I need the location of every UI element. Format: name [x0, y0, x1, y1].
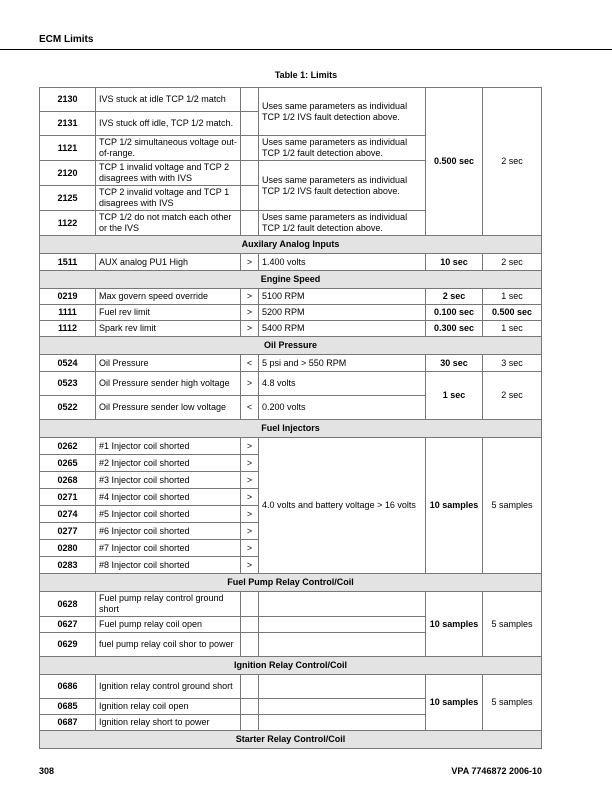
persistence-value: 3 sec: [483, 355, 542, 372]
fault-description: Oil Pressure sender high voltage: [96, 372, 241, 396]
time-value: 0.300 sec: [426, 321, 483, 337]
threshold-value: 4.8 volts: [259, 372, 426, 396]
fault-code: 1511: [40, 254, 96, 271]
fault-code: 1122: [40, 211, 96, 236]
operator: >: [241, 321, 259, 337]
fault-description: #1 Injector coil shorted: [96, 438, 241, 455]
threshold-value: 5400 RPM: [259, 321, 426, 337]
fault-description: IVS stuck off idle, TCP 1/2 match.: [96, 112, 241, 136]
threshold-value: 1.400 volts: [259, 254, 426, 271]
operator: [241, 161, 259, 186]
threshold-value: [259, 715, 426, 731]
persistence-value: 0.500 sec: [483, 305, 542, 321]
operator: >: [241, 540, 259, 557]
fault-description: Ignition relay coil open: [96, 699, 241, 715]
table-row: [40, 88, 542, 112]
fault-code: 0280: [40, 540, 96, 557]
persistence-value: 5 samples: [483, 592, 542, 657]
fault-description: IVS stuck at idle TCP 1/2 match: [96, 88, 241, 112]
operator: >: [241, 289, 259, 305]
operator: [241, 715, 259, 731]
fault-description: TCP 1 invalid voltage and TCP 2 disagrees with with IVS: [96, 161, 241, 186]
fault-description: Oil Pressure sender low voltage: [96, 396, 241, 420]
time-value: 30 sec: [426, 355, 483, 372]
operator: [241, 112, 259, 136]
time-value: 10 samples: [426, 675, 483, 731]
fault-code: 2131: [40, 112, 96, 136]
section-header-ignition-relay: [40, 657, 542, 675]
fault-code: 0523: [40, 372, 96, 396]
operator: [241, 211, 259, 236]
fault-code: 0687: [40, 715, 96, 731]
threshold-value: [259, 699, 426, 715]
operator: >: [241, 472, 259, 489]
section-title: Fuel Injectors: [40, 420, 542, 438]
header-rule: [0, 49, 612, 50]
operator: [241, 617, 259, 633]
table-row: [40, 321, 542, 337]
section-header-engine-speed: [40, 271, 542, 289]
fault-code: 1112: [40, 321, 96, 337]
operator: >: [241, 305, 259, 321]
persistence-value: 1 sec: [483, 289, 542, 305]
operator: >: [241, 438, 259, 455]
threshold-value: Uses same parameters as individual TCP 1/2 fault detection above.: [259, 136, 426, 161]
operator: >: [241, 372, 259, 396]
section-header-starter-relay: [40, 731, 542, 749]
fault-code: 0277: [40, 523, 96, 540]
operator: >: [241, 489, 259, 506]
table-row: [40, 675, 542, 699]
fault-code: 0686: [40, 675, 96, 699]
threshold-value: 5200 RPM: [259, 305, 426, 321]
fault-description: Ignition relay control ground short: [96, 675, 241, 699]
fault-description: Max govern speed override: [96, 289, 241, 305]
operator: [241, 88, 259, 112]
operator: [241, 592, 259, 617]
section-header-aux: [40, 236, 542, 254]
threshold-value: 5100 RPM: [259, 289, 426, 305]
table-caption: Table 1: Limits: [274, 70, 338, 80]
persistence-value: 5 samples: [483, 675, 542, 731]
threshold-value: Uses same parameters as individual TCP 1/2 IVS fault detection above.: [259, 88, 426, 136]
fault-code: 2125: [40, 186, 96, 211]
time-value: 2 sec: [426, 289, 483, 305]
operator: <: [241, 355, 259, 372]
persistence-value: 2 sec: [483, 88, 542, 236]
operator: [241, 675, 259, 699]
operator: [241, 633, 259, 657]
fault-description: Ignition relay short to power: [96, 715, 241, 731]
time-value: 1 sec: [426, 372, 483, 420]
section-title: Engine Speed: [40, 271, 542, 289]
table-row: [40, 355, 542, 372]
limits-table: [39, 87, 542, 749]
fault-description: Oil Pressure: [96, 355, 241, 372]
operator: >: [241, 455, 259, 472]
operator: >: [241, 523, 259, 540]
section-header-fuel-pump-relay: [40, 574, 542, 592]
fault-code: 0268: [40, 472, 96, 489]
table-row: [40, 254, 542, 271]
fault-description: #3 Injector coil shorted: [96, 472, 241, 489]
fault-code: 0685: [40, 699, 96, 715]
fault-description: #6 Injector coil shorted: [96, 523, 241, 540]
document-id: VPA 7746872 2006-10: [451, 766, 542, 776]
time-value: 10 samples: [426, 438, 483, 574]
section-title: Auxilary Analog Inputs: [40, 236, 542, 254]
time-value: 0.100 sec: [426, 305, 483, 321]
fault-code: 0627: [40, 617, 96, 633]
fault-code: 0219: [40, 289, 96, 305]
operator: <: [241, 396, 259, 420]
page-number: 308: [39, 766, 55, 776]
time-value: 10 samples: [426, 592, 483, 657]
operator: >: [241, 506, 259, 523]
fault-code: 0262: [40, 438, 96, 455]
threshold-value: Uses same parameters as individual TCP 1/2 fault detection above.: [259, 211, 426, 236]
fault-code: 2120: [40, 161, 96, 186]
threshold-value: Uses same parameters as individual TCP 1/2 IVS fault detection above.: [259, 161, 426, 211]
persistence-value: 2 sec: [483, 254, 542, 271]
fault-description: TCP 1/2 simultaneous voltage out-of-range.: [96, 136, 241, 161]
section-title: Fuel Pump Relay Control/Coil: [40, 574, 542, 592]
fault-description: #2 Injector coil shorted: [96, 455, 241, 472]
section-header-fuel-injectors: [40, 420, 542, 438]
fault-description: TCP 2 invalid voltage and TCP 1 disagrees with IVS: [96, 186, 241, 211]
fault-description: Spark rev limit: [96, 321, 241, 337]
time-value: 10 sec: [426, 254, 483, 271]
threshold-value: 5 psi and > 550 RPM: [259, 355, 426, 372]
fault-description: TCP 1/2 do not match each other or the IVS: [96, 211, 241, 236]
fault-description: fuel pump relay coil shor to power: [96, 633, 241, 657]
fault-description: Fuel rev limit: [96, 305, 241, 321]
operator: >: [241, 557, 259, 574]
threshold-value: [259, 617, 426, 633]
fault-code: 0628: [40, 592, 96, 617]
fault-code: 0522: [40, 396, 96, 420]
fault-description: #5 Injector coil shorted: [96, 506, 241, 523]
fault-description: AUX analog PU1 High: [96, 254, 241, 271]
threshold-value: 0.200 volts: [259, 396, 426, 420]
fault-code: 0283: [40, 557, 96, 574]
section-title: Ignition Relay Control/Coil: [40, 657, 542, 675]
threshold-value: [259, 633, 426, 657]
fault-description: #8 Injector coil shorted: [96, 557, 241, 574]
fault-code: 0271: [40, 489, 96, 506]
table-row: [40, 438, 542, 455]
fault-code: 0265: [40, 455, 96, 472]
fault-code: 0524: [40, 355, 96, 372]
fault-code: 0274: [40, 506, 96, 523]
operator: >: [241, 254, 259, 271]
table-row: [40, 592, 542, 617]
table-row: [40, 372, 542, 396]
threshold-value: [259, 592, 426, 617]
section-title: Oil Pressure: [40, 337, 542, 355]
persistence-value: 2 sec: [483, 372, 542, 420]
fault-code: 1121: [40, 136, 96, 161]
page-header: ECM Limits: [39, 34, 94, 45]
table-row: [40, 289, 542, 305]
operator: [241, 186, 259, 211]
fault-description: #7 Injector coil shorted: [96, 540, 241, 557]
fault-code: 0629: [40, 633, 96, 657]
time-value: 0.500 sec: [426, 88, 483, 236]
fault-code: 1111: [40, 305, 96, 321]
threshold-value: 4.0 volts and battery voltage > 16 volts: [259, 438, 426, 574]
threshold-value: [259, 675, 426, 699]
section-header-oil-pressure: [40, 337, 542, 355]
fault-description: Fuel pump relay coil open: [96, 617, 241, 633]
table-row: [40, 305, 542, 321]
section-title: Starter Relay Control/Coil: [40, 731, 542, 749]
fault-description: #4 Injector coil shorted: [96, 489, 241, 506]
persistence-value: 1 sec: [483, 321, 542, 337]
fault-code: 2130: [40, 88, 96, 112]
fault-description: Fuel pump relay control ground short: [96, 592, 241, 617]
persistence-value: 5 samples: [483, 438, 542, 574]
operator: [241, 136, 259, 161]
operator: [241, 699, 259, 715]
